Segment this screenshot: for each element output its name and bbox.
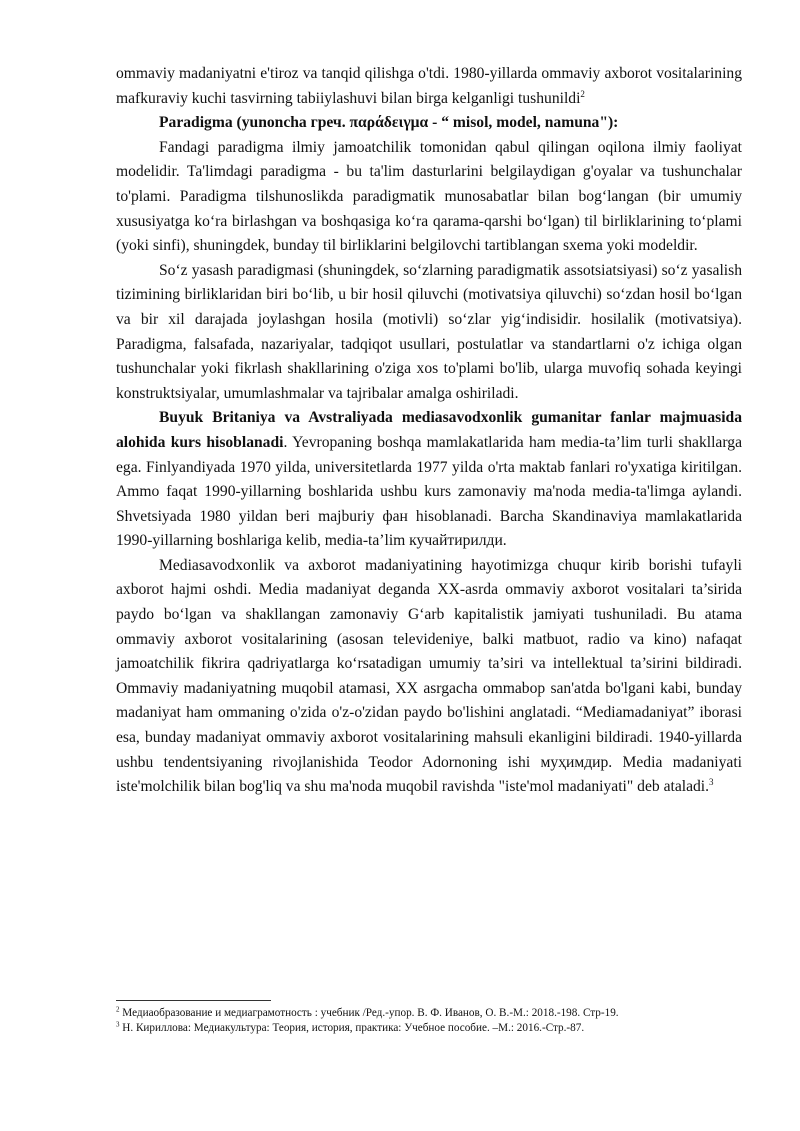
section-heading-paradigma: Paradigma (yunoncha греч. παράδειγμα - “ misol, model, namuna"): xyxy=(159,114,619,132)
footnotes xyxy=(116,1000,742,1036)
paragraph-5 xyxy=(116,554,742,800)
footnote-divider xyxy=(116,1000,271,1001)
document-body xyxy=(116,62,742,800)
footnote-ref-2[interactable]: 2 xyxy=(580,88,585,99)
paragraph-4 xyxy=(116,406,742,554)
footnote-item xyxy=(116,1021,742,1036)
footnote-mark: 2 xyxy=(116,1005,120,1014)
footnote-mark: 3 xyxy=(116,1020,120,1029)
paragraph-1-text: ommaviy madaniyatni e'tiroz va tanqid qilishga o'tdi. 1980-yillarda ommaviy axborot vositalarining mafkuraviy kuchi tasvirning tabiiylashuvi bilan birga kelganligi tushunildi xyxy=(116,65,742,107)
footnote-ref-3[interactable]: 3 xyxy=(709,777,714,788)
paragraph-3: Soʻz yasash paradigmasi (shuningdek, soʻzlarning paradigmatik assotsiatsiyasi) soʻz yasalish tizimining birliklaridan biri boʻlib, u bir hosil qiluvchi (motivatsiya qiluvchi) soʻzdan hosil boʻlgan va bir xil darajada joylashgan hosila (motivli) soʻzlar yigʻindisidir. hosilalik (motivatsiya). Paradigma, falsafada, nazariyalar, tadqiqot usullari, postulatlar va standartlarni o'z ichiga olgan tushunchalar yoki fikrlash shakllarining o'ziga xos to'plami bo'lib, ularga muvofiq sohada keyingi konstruktsiyalar, umumlashmalar va tajribalar amalga oshiriladi. xyxy=(116,261,742,402)
footnote-text: Н. Кириллова: Медиакультура: Теория, история, практика: Учебное пособие. –М.: 2016.-Стр.-87. xyxy=(122,1022,585,1034)
paragraph-4-text: . Yevropaning boshqa mamlakatlarida ham media-ta’lim turli shakllarga ega. Finlyandiyada 1970 yilda, universitetlarda 1977 yilda o'rta maktab fanlari ro'yxatiga kiritilgan. Ammo faqat 1990-yillarning boshlarida ushbu kurs zamonaviy ma'noda media-ta'limga aylandi. Shvetsiyada 1980 yildan beri majburiy фан hisoblanadi. Barcha Skandinaviya mamlakatlarida 1990-yillarning boshlariga kelib, media-ta’lim кучайтирилди. xyxy=(116,433,742,550)
footnote-item xyxy=(116,1006,742,1021)
paragraph-2: Fandagi paradigma ilmiy jamoatchilik tomonidan qabul qilingan oqilona ilmiy faoliyat modelidir. Ta'limdagi paradigma - bu ta'lim dasturlarini belgilaydigan g'oyalar va tushunchalar to'plami. Paradigma tilshunoslikda paradigmatik munosabatlar bilan bogʻlangan (bir umumiy xususiyatga koʻra birlashgan va boshqasiga koʻra qarama-qarshi boʻlgan) til birliklarining toʻplami (yoki sinfi), shuningdek, bunday til birliklarini belgilovchi tartiblangan sxema yoki modeldir. xyxy=(116,138,742,255)
paragraph-5-text: Mediasavodxonlik va axborot madaniyatining hayotimizga chuqur kirib borishi tufayli axborot hajmi oshdi. Media madaniyat deganda XX-asrda ommaviy axborot vositalari ta’sirida paydo boʻlgan va shakllangan zamonaviy Gʻarb kapitalistik jamiyati tushuniladi. Bu atama ommaviy axborot vositalarining (asosan televideniye, balki matbuot, radio va kino) nafaqat jamoatchilik fikrira qadriyatlarga koʻrsatadigan umumiy ta’siri va intellektual ta’sirini bildiradi. Ommaviy madaniyatning muqobil atamasi, XX asrgacha ommabop san'atda bo'lgani kabi, bunday madaniyat ham ommaning o'zida o'z-o'zidan paydo bo'lishini anglatadi. “Mediamadaniyat” iborasi esa, bunday madaniyat ommaviy axborot vositalarining mahsuli ekanligini bildiradi. 1940-yillarda ushbu tendentsiyaning rivojlanishida Teodor Adornoning ishi муҳимдир. Media madaniyati iste'molchilik bilan bog'liq va shu ma'noda muqobil ravishda "iste'mol madaniyati" deb ataladi. xyxy=(116,556,742,796)
paragraph-4-bold-lead: Buyuk Britaniya va Avstraliyada mediasavodxonlik gumanitar fanlar majmuasida alohida kurs hisoblanadi xyxy=(116,409,742,451)
paragraph-1 xyxy=(116,62,742,111)
footnote-text: Медиаобразование и медиаграмотность : учебник /Ред.-упор. В. Ф. Иванов, О. В.-М.: 2018.-198. Стр-19. xyxy=(122,1007,619,1019)
